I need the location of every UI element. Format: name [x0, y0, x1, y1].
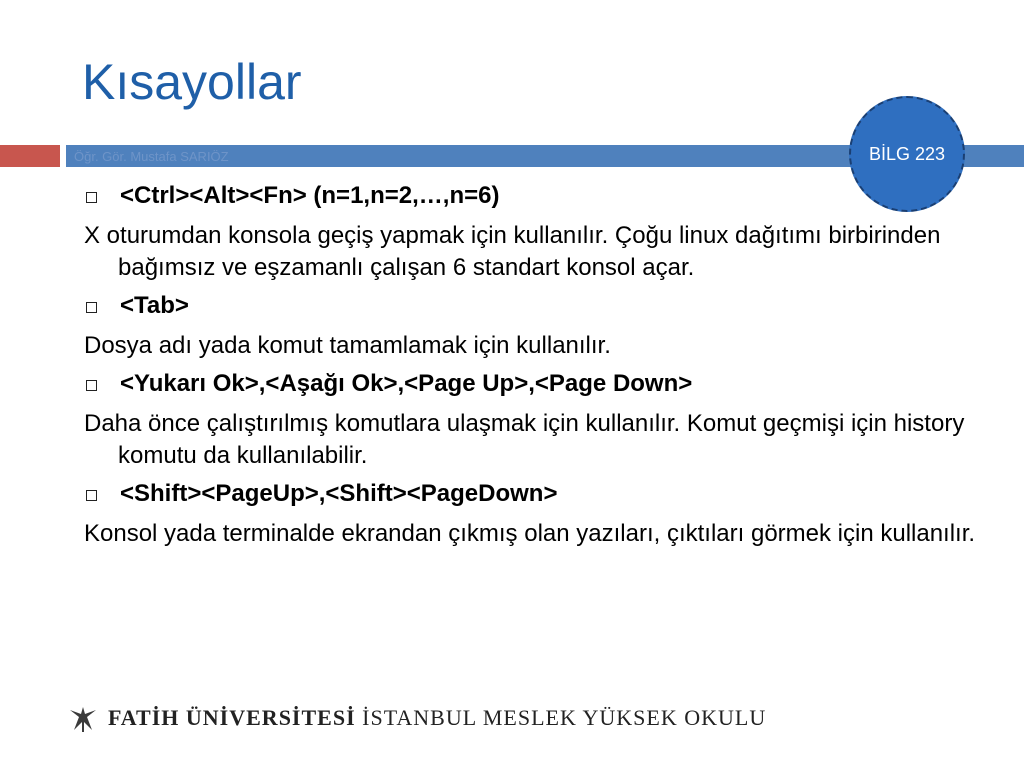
shortcut-description: Daha önce çalıştırılmış komutlara ulaşmak için kullanılır. Komut geçmişi için history komutu da kullanılabilir.: [84, 410, 965, 469]
shortcut-label: <Ctrl><Alt><Fn> (n=1,n=2,…,n=6): [120, 182, 500, 209]
shortcut-item: [84, 180, 984, 212]
school-name: İSTANBUL MESLEK YÜKSEK OKULU: [362, 705, 767, 730]
shortcut-label: <Tab>: [120, 292, 189, 319]
slide-content: [84, 176, 984, 550]
square-bullet-icon: [86, 192, 97, 203]
square-bullet-icon: [86, 490, 97, 501]
square-bullet-icon: [86, 380, 97, 391]
shortcut-label: <Yukarı Ok>,<Aşağı Ok>,<Page Up>,<Page Down>: [120, 370, 693, 397]
university-emblem-icon: [68, 704, 98, 734]
course-badge-label: BİLG 223: [868, 143, 946, 164]
slide-title: Kısayollar: [82, 54, 302, 110]
accent-bar-left: [0, 145, 60, 167]
footer-institution: [108, 704, 766, 732]
shortcut-description: Konsol yada terminalde ekrandan çıkmış olan yazıları, çıktıları görmek için kullanılır.: [84, 520, 976, 547]
shortcut-item: [84, 290, 984, 322]
university-name: FATİH ÜNİVERSİTESİ: [108, 705, 356, 730]
shortcut-description: X oturumdan konsola geçiş yapmak için kullanılır. Çoğu linux dağıtımı birbirinden bağımsız ve eşzamanlı çalışan 6 standart konsol açar.: [84, 222, 941, 281]
author-label: Öğr. Gör. Mustafa SARIÖZ: [74, 149, 229, 164]
shortcut-description: Dosya adı yada komut tamamlamak için kullanılır.: [84, 332, 611, 359]
shortcut-label: <Shift><PageUp>,<Shift><PageDown>: [120, 480, 558, 507]
shortcut-item: [84, 368, 984, 400]
square-bullet-icon: [86, 302, 97, 313]
shortcut-item: [84, 478, 984, 510]
